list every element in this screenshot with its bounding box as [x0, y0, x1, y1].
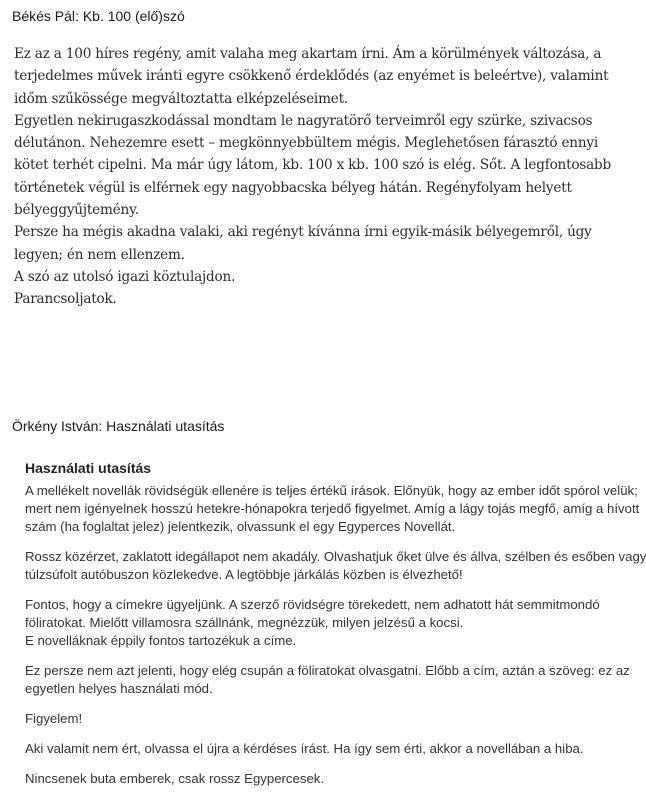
article-heading: Használati utasítás — [25, 460, 152, 476]
text-line: egyetlen helyes használati mód. — [25, 681, 213, 696]
text-line: A mellékelt novellák rövidségük ellenére is teljes értékű írások. Előnyük, hogy az ember időt spórol velük; — [25, 483, 638, 498]
text-line: mert nem igényelnek hosszú hetekre-hónapokra terjedő figyelmet. Amíg a lágy tojás megfő, amíg a hívott — [25, 501, 640, 516]
text-line: túlzsúfolt autóbuszon közlekedve. A legtöbbje járkálás közben is élvezhető! — [25, 567, 463, 582]
text-line: Aki valamit nem ért, olvassa el újra a kérdéses írást. Ha így sem érti, akkor a novellában a hiba. — [25, 741, 584, 756]
paragraph — [25, 596, 635, 650]
paragraph — [25, 710, 635, 728]
text-line: Ez persze nem azt jelenti, hogy elég csupán a föliratokat olvasgatni. Előbb a cím, aztán a szöveg: ez az — [25, 663, 630, 678]
paragraph — [25, 770, 635, 788]
text-line: föliratokat. Mielőtt villamosra szállnánk, megnézzük, milyen jelzésű a kocsi. — [25, 615, 464, 630]
text-line: Persze ha mégis akadna valaki, aki regényt kívánna írni egyik-másik bélyegemről, úgy — [14, 224, 592, 241]
text-line: E novelláknak éppily fontos tartozékuk a címe. — [25, 633, 297, 648]
foreword-text — [14, 43, 634, 311]
text-line: terjedelmes művek iránti egyre csökkenő érdeklődés (az enyémet is beleértve), valamint — [14, 68, 609, 85]
text-line: bélyeggyűjtemény. — [14, 202, 139, 219]
paragraph — [25, 740, 635, 758]
section-title-bekes: Békés Pál: Kb. 100 (elő)szó — [12, 8, 185, 24]
text-line: kötet terhét cipelni. Ma már úgy látom, kb. 100 x kb. 100 szó is elég. Sőt. A legfontosabb — [14, 157, 612, 174]
text-line: Rossz közérzet, zaklatott idegállapot nem akadály. Olvashatjuk őket ülve és állva, szélben és esőben vagy — [25, 549, 646, 564]
text-line: délutánon. Nehezemre esett – megkönnyebbültem mégis. Meglehetősen fárasztó ennyi — [14, 135, 599, 152]
text-line: A szó az utolsó igazi köztulajdon. — [14, 268, 236, 285]
text-line: Ez az a 100 híres regény, amit valaha meg akartam írni. Ám a körülmények változása, a — [14, 46, 602, 62]
text-line: Fontos, hogy a címekre ügyeljünk. A szerző rövidségre törekedett, nem adhatott hát semmitmondó — [25, 597, 600, 612]
text-line: Egyetlen nekirugaszkodással mondtam le nagyratörő terveimről egy szürke, szivacsos — [14, 112, 593, 129]
text-line: történetek végül is elférnek egy nagyobbacska bélyeg hátán. Regényfolyam helyett — [14, 179, 572, 196]
text-line: Nincsenek buta emberek, csak rossz Egypercesek. — [25, 771, 325, 786]
text-line: Figyelem! — [25, 711, 83, 726]
instructions-article — [25, 459, 646, 800]
text-line: Parancsoljatok. — [14, 291, 117, 308]
text-line: legyen; én nem ellenzem. — [14, 246, 185, 263]
text-line: szám (ha foglaltat jelez) jelentkezik, olvassunk el egy Egyperces Novellát. — [25, 519, 456, 534]
paragraph — [25, 662, 635, 698]
section-title-orkeny: Örkény István: Használati utasítás — [12, 418, 225, 434]
text-line: időm szűkössége megváltoztatta elképzeléseimet. — [14, 90, 348, 107]
paragraph — [25, 482, 640, 536]
paragraph — [25, 548, 646, 584]
